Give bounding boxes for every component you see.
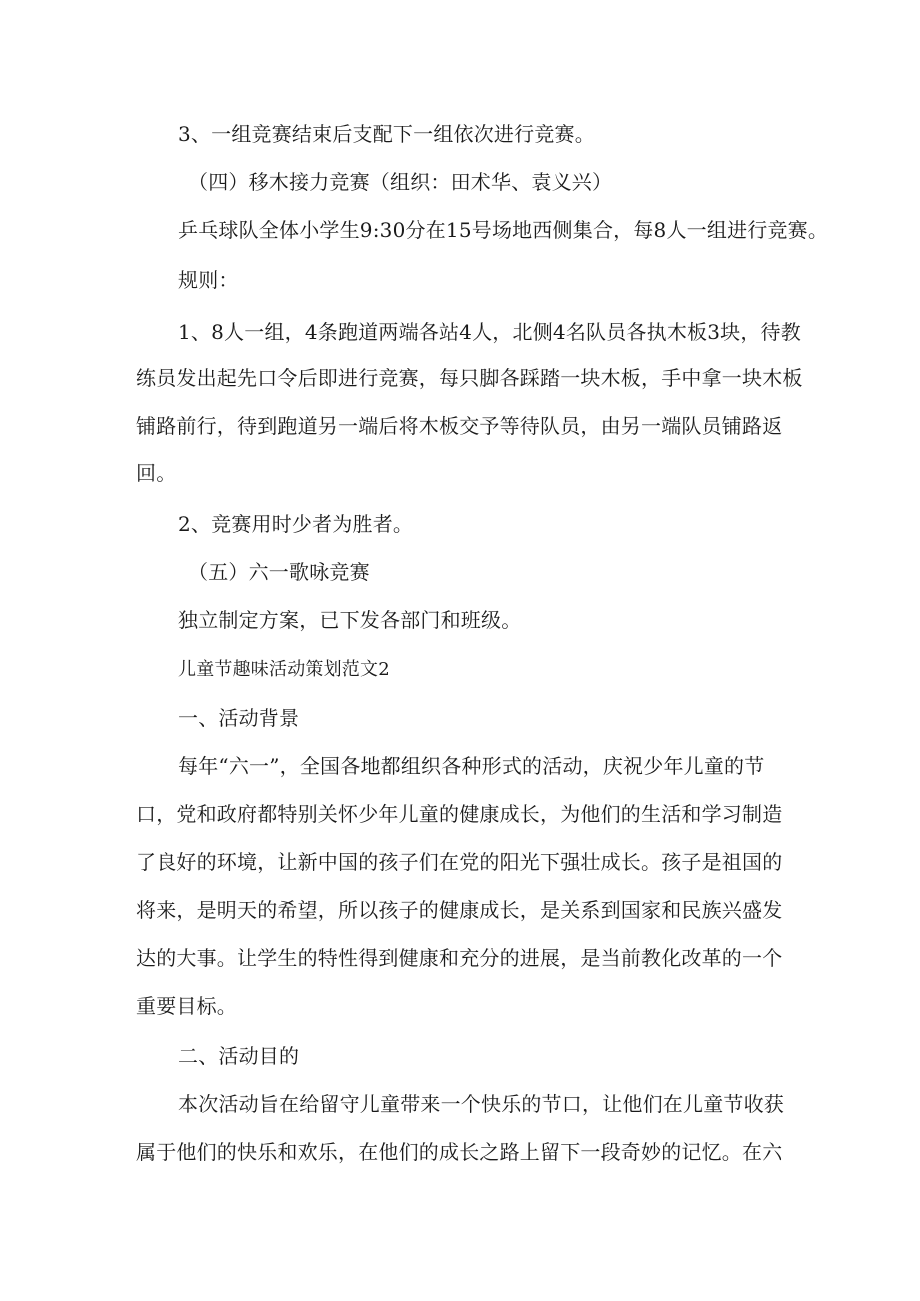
purpose-line-1: 本次活动旨在给留守儿童带来一个快乐的节口，让他们在儿童节收获 [178, 1092, 784, 1116]
background-line-5: 达的大事。让学生的特性得到健康和充分的进展，是当前教化改革的一个 [136, 946, 783, 970]
text-line-11: 独立制定方案，已下发各部门和班级。 [178, 608, 522, 632]
rule-1-line-1: 1、8人一组，4条跑道两端各站4人，北侧4名队员各执木板3块，待教 [178, 320, 801, 344]
background-line-3: 了良好的环境，让新中国的孩子们在党的阳光下强壮成长。孩子是祖国的 [136, 850, 783, 874]
background-line-6: 重要目标。 [136, 994, 237, 1018]
rules-label: 规则： [178, 268, 239, 292]
section-heading-5: （五）六一歌咏竞赛 [188, 560, 370, 584]
text-line-3: 乒乓球队全体小学生9:30分在15号场地西侧集合，每8人一组进行竞赛。 [178, 218, 829, 242]
text-line-1: 3、一组竞赛结束后支配下一组依次进行竞赛。 [178, 122, 595, 146]
purpose-line-2: 属于他们的快乐和欢乐，在他们的成长之路上留下一段奇妙的记忆。在六 [136, 1140, 783, 1164]
background-line-4: 将来，是明天的希望，所以孩子的健康成长，是关系到国家和民族兴盛发 [136, 898, 783, 922]
rule-1-line-3: 铺路前行，待到跑道另一端后将木板交予等待队员，由另一端队员铺路返 [136, 414, 783, 438]
rule-1-line-4: 回。 [136, 461, 177, 485]
article-title-2: 儿童节趣味活动策划范文2 [178, 659, 390, 680]
rule-2: 2、竞赛用时少者为胜者。 [178, 512, 414, 536]
section-heading-purpose: 二、活动目的 [178, 1044, 300, 1068]
section-heading-4: （四）移木接力竞赛（组织：田术华、袁义兴） [188, 170, 613, 194]
section-heading-background: 一、活动背景 [178, 706, 300, 730]
background-line-1: 每年“六一”，全国各地都组织各种形式的活动，庆祝少年儿童的节 [178, 754, 765, 778]
background-line-2: 口，党和政府都特别关怀少年儿童的健康成长，为他们的生活和学习制造 [136, 802, 783, 826]
rule-1-line-2: 练员发出起先口令后即进行竞赛，每只脚各踩踏一块木板，手中拿一块木板 [136, 366, 803, 390]
